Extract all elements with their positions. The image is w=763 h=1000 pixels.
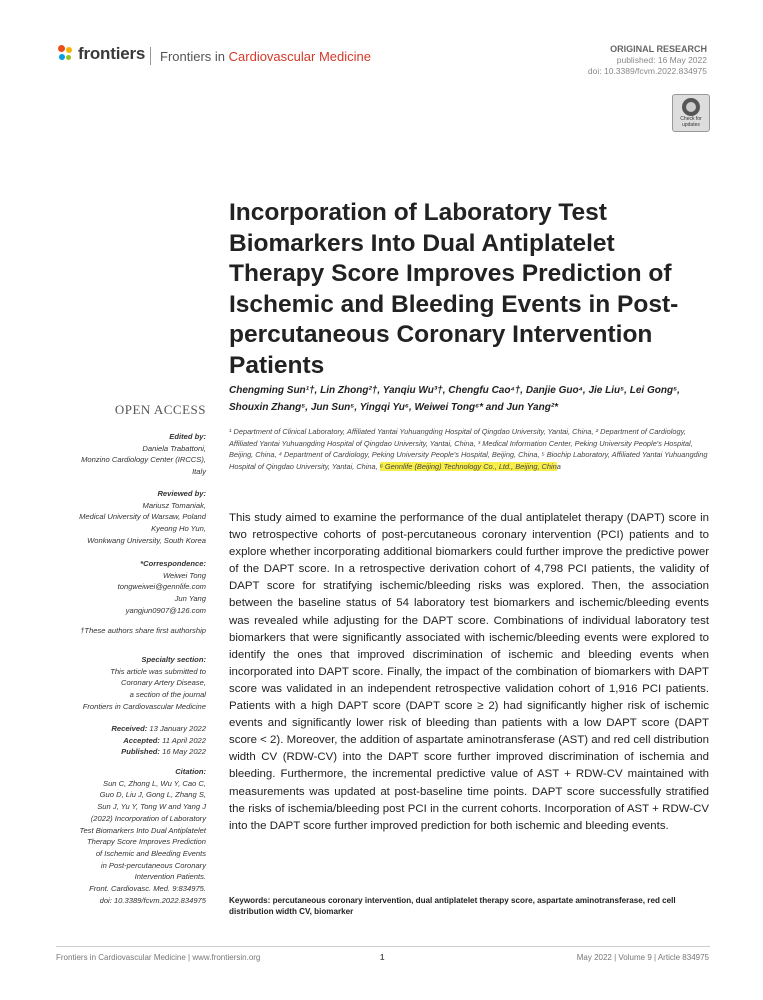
correspondence-text[interactable]: Weiwei Tong tongweiwei@gennlife.com Jun Yang yangjun0907@126.com — [117, 570, 206, 615]
article-type: ORIGINAL RESEARCH — [610, 44, 707, 54]
correspondence-section — [56, 558, 206, 617]
keywords: Keywords: percutaneous coronary intervention, dual antiplatelet therapy score, aspartate aminotransferase, red cell distribution width CV, biomarker — [229, 896, 676, 916]
published-side-date: 16 May 2022 — [162, 747, 206, 757]
footer-volume: May 2022 | Volume 9 | Article 834975 — [576, 953, 709, 962]
logo-text: frontiers — [78, 44, 146, 63]
dates-section — [56, 723, 206, 758]
accepted-label: Accepted: — [123, 735, 160, 745]
specialty-section — [56, 654, 206, 713]
specialty-label: Specialty section: — [141, 655, 206, 664]
reviewed-by-text: Mariusz Tomaniak, Medical University of Warsaw, Poland Kyeong Ho Yun, Wonkwang University, South Korea — [79, 500, 206, 545]
citation-text: Sun C, Zhong L, Wu Y, Cao C, Guo D, Liu J, Gong L, Zhang S, Sun J, Yu Y, Tong W and Yang J (2022) Incorporation of Laboratory Test Biomarkers Into Dual Antiplatelet Therapy Score Improves Prediction of Ischemic and Bleeding Events in Post-percutaneous Coronary Intervention Patients. Front. Cardiovasc. Med. 9:834975. doi: 10.3389/fcvm.2022.834975 — [79, 778, 206, 905]
citation-section — [56, 766, 206, 906]
edited-by-text: Daniela Trabattoni, Monzino Cardiology Center (IRCCS), Italy — [81, 443, 206, 477]
author-list: Chengming Sun¹†, Lin Zhong²†, Yanqiu Wu³†, Chengfu Cao⁴†, Danjie Guo⁴, Jie Liu⁵, Lei Gong⁵, Shouxin Zhang⁵, Jun Sun⁵, Yingqi Yu⁶, Weiwei Tong⁶* and Jun Yang²* — [229, 385, 680, 413]
received-date: 13 January 2022 — [149, 724, 206, 733]
header-divider — [150, 47, 151, 65]
affiliations-tail: a — [556, 462, 561, 472]
bookmark-icon — [682, 98, 700, 116]
citation-label: Citation: — [175, 767, 206, 776]
check-updates-label: Check for updates — [680, 116, 702, 128]
check-for-updates-button[interactable] — [672, 94, 710, 132]
shared-first-authorship: †These authors share first authorship — [80, 626, 206, 635]
affiliations — [229, 426, 711, 473]
highlighted-affiliation: ⁶ Gennlife (Beijing) Technology Co., Ltd., Beijing, Chin — [379, 462, 557, 472]
received-label: Received: — [111, 724, 148, 733]
journal-prefix: Frontiers in — [160, 49, 229, 64]
affiliations-main: ¹ Department of Clinical Laboratory, Affiliated Yantai Yuhuangding Hospital of Qingdao University, Yantai, China, ² Department of Cardiology, Affiliated Yantai Yuhuangding Hospital of Qingdao University, Yantai, China, ³ Medical Information Center, Peking University People's Hospital, Beijing, China, ⁴ Department of Cardiology, Peking University People's Hospital, Beijing, China, ⁵ Biochip Laboratory, Affiliated Yantai Yuhuangding Hospital of Qingdao University, Yantai, China, — [229, 427, 708, 472]
abstract-text: This study aimed to examine the performance of the dual antiplatelet therapy (DAPT) score in two retrospective cohorts of post-percutaneous coronary intervention (PCI) patients and to explore whether incorporating additional biomarkers could further improve the predictive power of the DAPT score. In a retrospective derivation cohort of 4,798 PCI patients, the validity of DAPT score for stratifying ischemic/bleeding risks was explored. Then, the association between the baseline status of 54 laboratory test biomarkers and ischemic/bleeding events was revealed while adjusting for the DAPT score. Combinations of individual laboratory test biomarkers that were significantly associated with ischemic/bleeding events were explored to identify the ones that improved discrimination of ischemic and bleeding events when incorporated into DAPT score. Finally, the impact of the combination of biomarkers with DAPT score was validated in an independent retrospective validation cohort of 1,916 PCI patients. Patients with a high DAPT score (DAPT score ≥ 2) had significantly higher risk of ischemic events and significantly lower risk of bleeding than patients with a low DAPT score (DAPT score < 2). Moreover, the addition of aspartate aminotransferase (AST) and red cell distribution width CV (RDW-CV) into the DAPT score further improved discrimination of ischemia and bleeding. Furthermore, the incremental predictive value of AST + RDW-CV maintained with measurements was updated at post-baseline time points. DAPT score successfully stratified the risks of ischemia/bleeding post PCI in the current cohorts. Incorporation of AST + RDW-CV into the DAPT score further improved prediction for both ischemic and bleeding events. — [229, 512, 709, 832]
frontiers-logo-icon — [58, 45, 74, 63]
reviewed-by-label: Reviewed by: — [157, 489, 206, 498]
open-access-label: OPEN ACCESS — [114, 402, 206, 417]
article-title: Incorporation of Laboratory Test Biomarkers Into Dual Antiplatelet Therapy Score Improves Prediction of Ischemic and Bleeding Events in Post-percutaneous Coronary Intervention Patients — [229, 199, 679, 379]
footer-rule — [56, 946, 710, 947]
frontiers-logo[interactable] — [58, 44, 145, 64]
article-doi[interactable]: doi: 10.3389/fcvm.2022.834975 — [587, 66, 707, 76]
specialty-text: This article was submitted to Coronary Artery Disease, a section of the journal Frontiers in Cardiovascular Medicine — [82, 666, 206, 711]
journal-subject: Cardiovascular Medicine — [228, 49, 371, 64]
article-meta — [588, 44, 707, 77]
page-number: 1 — [380, 953, 385, 962]
edited-by-label: Edited by: — [169, 432, 206, 441]
correspondence-label: *Correspondence: — [140, 559, 206, 568]
journal-name[interactable] — [160, 49, 371, 64]
reviewed-by-section — [56, 488, 206, 547]
accepted-date: 11 April 2022 — [162, 735, 206, 745]
published-label: Published: — [121, 747, 160, 757]
edited-by-section — [56, 431, 206, 478]
published-date: published: 16 May 2022 — [616, 55, 707, 65]
footer-journal[interactable]: Frontiers in Cardiovascular Medicine | www.frontiersin.org — [56, 953, 261, 962]
